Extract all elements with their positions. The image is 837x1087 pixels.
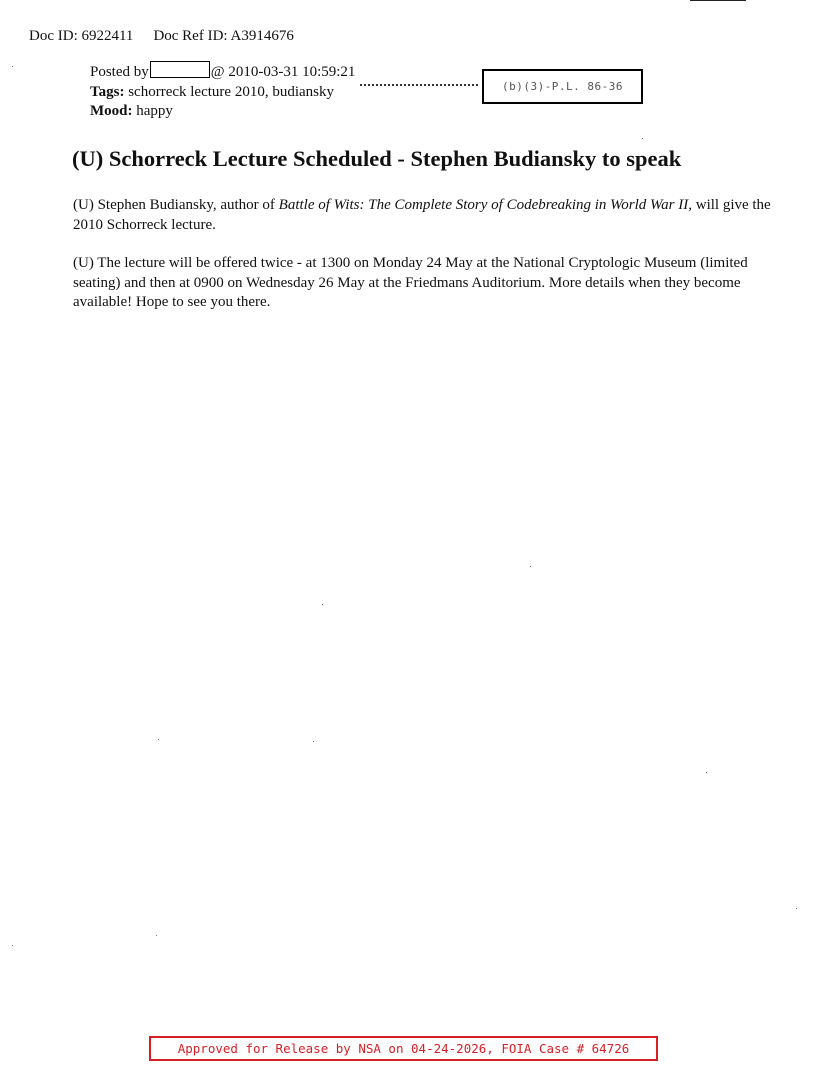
book-title: Battle of Wits: The Complete Story of Codebreaking in World War II, bbox=[278, 197, 692, 213]
scan-speck bbox=[642, 138, 643, 139]
document-id-header bbox=[29, 28, 294, 45]
paragraph-author-suffix: will give the 2010 Schorreck lecture. bbox=[73, 197, 771, 233]
scan-speck bbox=[706, 772, 707, 773]
tags-line bbox=[90, 83, 355, 103]
paragraph-schedule: (U) The lecture will be offered twice - at 1300 on Monday 24 May at the National Cryptologic Museum (limited seating) and then at 0900 on Wednesday 26 May at the Friedmans Auditorium. More details when they become available! Hope to see you there. bbox=[73, 255, 748, 310]
scan-speck bbox=[530, 566, 531, 567]
mood-label: Mood: bbox=[90, 103, 133, 119]
post-metadata bbox=[90, 61, 355, 122]
mood-value: happy bbox=[136, 103, 173, 119]
paragraph-author-prefix: (U) Stephen Budiansky, author of bbox=[73, 197, 279, 213]
posted-timestamp: @ 2010-03-31 10:59:21 bbox=[210, 64, 356, 80]
redaction-leader-line bbox=[360, 84, 478, 86]
scan-speck bbox=[322, 604, 323, 605]
paragraph-author bbox=[73, 196, 773, 235]
posted-by-line bbox=[90, 61, 355, 83]
scan-speck bbox=[156, 935, 157, 936]
mood-line bbox=[90, 102, 355, 122]
exemption-label-box: (b)(3)-P.L. 86-36 bbox=[482, 69, 643, 104]
post-title: (U) Schorreck Lecture Scheduled - Stephen Budiansky to speak bbox=[72, 146, 682, 171]
scan-speck bbox=[12, 66, 13, 67]
scan-speck bbox=[158, 739, 159, 740]
top-edge-rule bbox=[690, 0, 746, 1]
release-stamp: Approved for Release by NSA on 04-24-2026, FOIA Case # 64726 bbox=[149, 1036, 658, 1061]
doc-ref-id: Doc Ref ID: A3914676 bbox=[153, 28, 294, 44]
doc-id: Doc ID: 6922411 bbox=[29, 28, 134, 44]
scan-speck bbox=[12, 945, 13, 946]
tags-value: schorreck lecture 2010, budiansky bbox=[128, 83, 334, 100]
scan-speck bbox=[313, 741, 314, 742]
posted-by-label: Posted by bbox=[90, 64, 149, 80]
scan-speck bbox=[796, 908, 797, 909]
redacted-author-box bbox=[150, 61, 210, 78]
tags-label: Tags: bbox=[90, 83, 125, 100]
